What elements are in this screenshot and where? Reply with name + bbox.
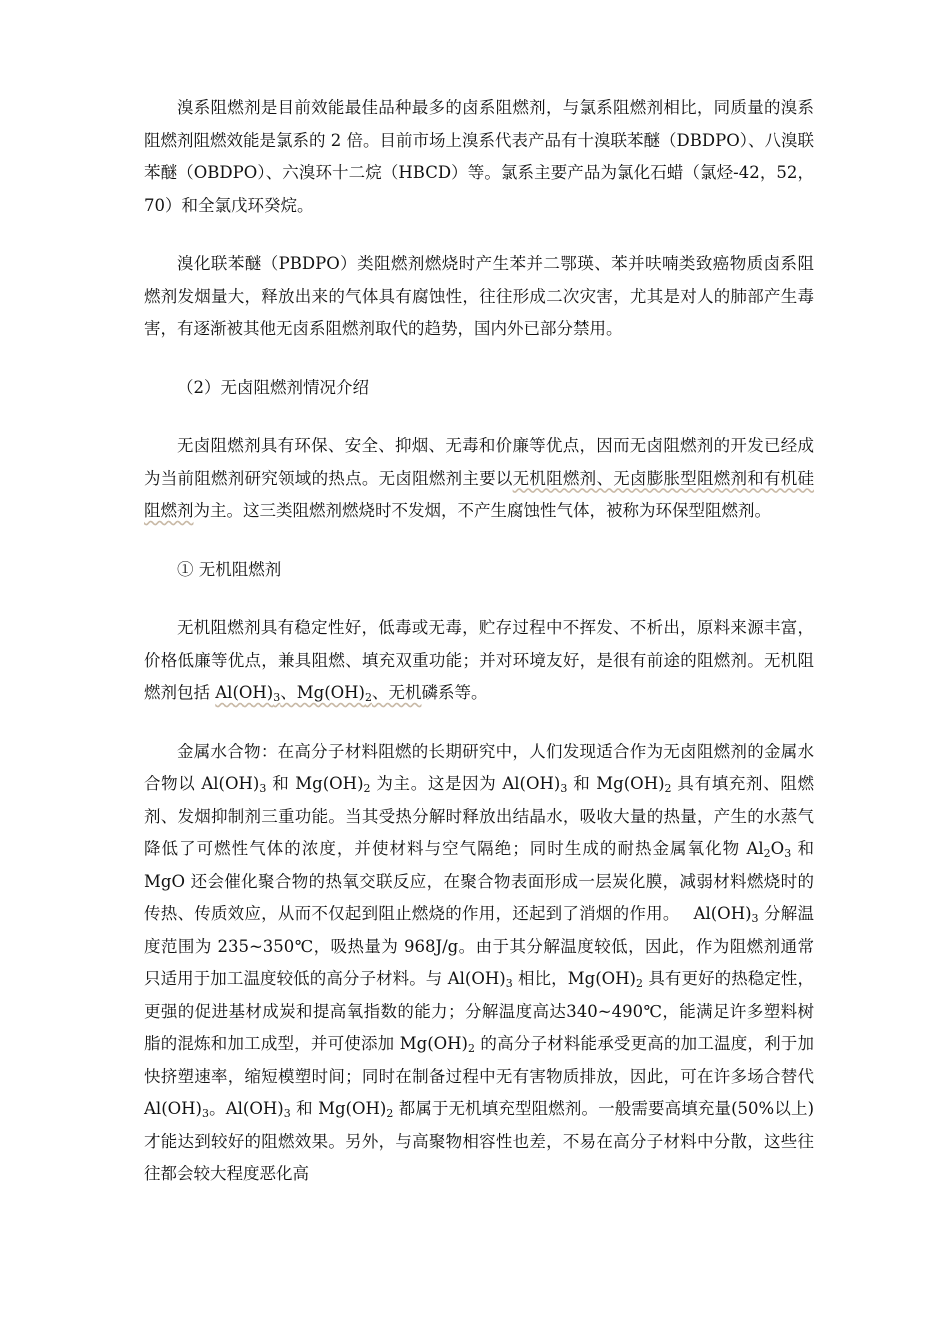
subscript: 3: [560, 782, 568, 795]
subscript: 2: [363, 782, 371, 795]
text-run: 相比，Mg(OH): [512, 969, 636, 988]
text-run: 分解温度范围为 235~350℃，吸热量为 968J/g。由于其分解温度较低，因此，作为阻燃剂通常只适用于加工温度较低的高分子材料。与 Al(OH): [144, 904, 815, 988]
text-run: 磷系等。: [421, 683, 488, 702]
text-run: 为主。这是因为 Al(OH): [370, 774, 561, 793]
text-run: 都属于无机填充型阻燃剂。一般需要高填充量(50%以上)才能达到较好的阻燃效果。另外，与高聚物相容性也差，不易在高分子材料中分散，这些往往都会较大程度恶化高: [144, 1099, 815, 1183]
subscript: 3: [283, 1107, 291, 1120]
paragraph-bromine-flame-retardants: 溴系阻燃剂是目前效能最佳品种最多的卤系阻燃剂，与氯系阻燃剂相比，同质量的溴系阻燃剂阻燃效能是氯系的 2 倍。目前市场上溴系代表产品有十溴联苯醚（DBDPO）、八溴联苯醚（OBDPO）、六溴环十二烷（HBCD）等。氯系主要产品为氯化石蜡（氯烃-42，52，70）和全氯戊环癸烷。: [144, 98, 814, 215]
subscript: 3: [751, 912, 759, 925]
text-run: 具有填充剂、阻燃剂、发烟抑制剂三重功能。当其受热分解时释放出结晶水，吸收大量的热量，产生的水蒸气降低了可燃性气体的浓度，并使材料与空气隔绝；同时生成的耐热金属氧化物 Al: [144, 774, 814, 858]
text-run: 和 MgO 还会催化聚合物的热氧交联反应，在聚合物表面形成一层炭化膜，减弱材料燃烧时的传热、传质效应，从而不仅起到阻止燃烧的作用，还起到了消烟的作用。 Al(OH): [144, 839, 814, 923]
document-page: [144, 92, 814, 1217]
text-run: 、无机: [371, 683, 422, 702]
subscript: 2: [364, 691, 372, 704]
subscript: 2: [763, 847, 771, 860]
text-run: 和 Mg(OH): [290, 1099, 387, 1118]
text-run: Al(OH): [215, 683, 274, 702]
text-run: 的高分子材料能承受更高的加工温度，利于加快挤塑速率，缩短模塑时间；同时在制备过程中无有害物质排放，因此，可在许多场合替代 Al(OH): [144, 1034, 814, 1118]
text-run: 金属水合物：在高分子材料阻燃的长期研究中，人们发现适合作为无卤阻燃剂的金属水合物以 Al(OH): [144, 741, 814, 793]
subscript: 2: [636, 977, 643, 990]
spellcheck-underlined-text: [215, 683, 421, 702]
text-run: 和 Mg(OH): [266, 774, 364, 793]
subscript: 3: [259, 782, 267, 795]
subscript: 3: [201, 1107, 209, 1120]
spellcheck-underlined-text: 无机阻燃剂、无卤膨胀型阻燃剂和有机硅阻燃剂: [144, 468, 815, 520]
text-run: 为主。这三类阻燃剂燃烧时不发烟，不产生腐蚀性气体，被称为环保型阻燃剂。: [193, 501, 771, 520]
paragraph-inorganic: [144, 612, 814, 710]
section-heading-inorganic: ① 无机阻燃剂: [177, 559, 282, 579]
subscript: 2: [664, 782, 672, 795]
subscript: 2: [468, 1042, 475, 1055]
text-run: 无卤阻燃剂具有环保、安全、抑烟、无毒和价廉等优点，因而无卤阻燃剂的开发已经成为当前阻燃剂研究领域的热点。无卤阻燃剂主要以: [144, 436, 814, 488]
text-run: 具有更好的热稳定性，更强的促进基材成炭和提高氧指数的能力；分解温度高达340~490℃，能满足许多塑料树脂的混炼和加工成型，并可使添加 Mg(OH): [144, 969, 815, 1053]
text-run: 无机阻燃剂具有稳定性好，低毒或无毒，贮存过程中不挥发、不析出，原料来源丰富，价格低廉等优点，兼具阻燃、填充双重功能；并对环境友好，是很有前途的阻燃剂。无机阻燃剂包括: [144, 618, 814, 702]
paragraph-halogen-free-intro: [144, 430, 814, 528]
subscript: 2: [386, 1107, 394, 1120]
subscript: 3: [784, 847, 792, 860]
text-run: 、Mg(OH): [280, 683, 365, 702]
section-heading-halogen-free: （2）无卤阻燃剂情况介绍: [177, 377, 369, 397]
text-run: O: [770, 839, 785, 858]
subscript: 3: [505, 977, 513, 990]
subscript: 3: [273, 691, 281, 704]
text-run: 。Al(OH): [208, 1099, 284, 1118]
text-run: 和 Mg(OH): [567, 774, 665, 793]
paragraph-pbdpo: 溴化联苯醚（PBDPO）类阻燃剂燃烧时产生苯并二鄂瑛、苯并呋喃类致癌物质卤系阻燃剂发烟量大，释放出来的气体具有腐蚀性，往往形成二次灾害，尤其是对人的肺部产生毒害，有逐渐被其他无卤系阻燃剂取代的趋势，国内外已部分禁用。: [144, 254, 814, 338]
paragraph-metal-hydrates: [144, 736, 814, 1191]
